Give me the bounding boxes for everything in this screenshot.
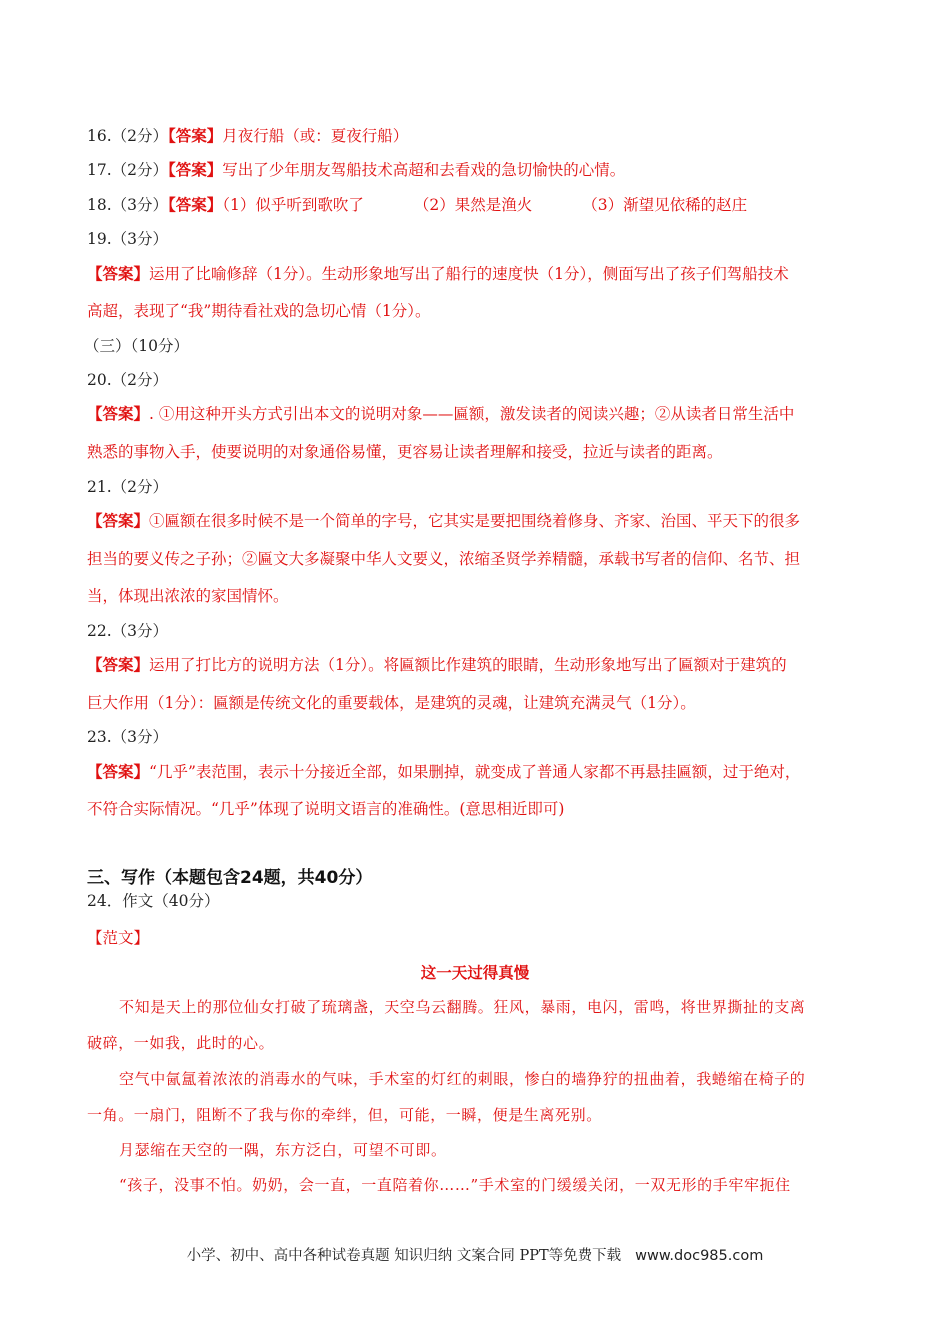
question-number: 16.（2分）	[87, 127, 169, 145]
answer-21-line-2: 担当的要义传之子孙；②匾文大多凝聚中华人文要义，浓缩圣贤学养精髓，承载书写者的信仰、名节、担	[87, 550, 801, 568]
answer-tag: 【答案】	[168, 195, 223, 214]
section-three-label: （三）（10分）	[84, 337, 189, 355]
answer-22-line-2: 巨大作用（1分）：匾额是传统文化的重要载体，是建筑的灵魂，让建筑充满灵气（1分）。	[87, 694, 696, 712]
essay-paragraph-2-line-2: 一角。一扇门，阻断不了我与你的牵绊，但，可能，一瞬，便是生离死别。	[87, 1106, 602, 1124]
essay-title: 这一天过得真慢	[420, 964, 530, 982]
answer-21-line-1	[87, 510, 867, 532]
question-number: 18.（3分）	[87, 196, 169, 214]
question-19-number: 19.（3分）	[87, 230, 169, 248]
essay-paragraph-1-line-1: 不知是天上的那位仙女打破了琉璃盏，天空乌云翻腾。狂风，暴雨，电闪，雷鸣，将世界撕扯的支离	[119, 998, 806, 1016]
answer-text: 运用了比喻修辞（1分）。生动形象地写出了船行的速度快（1分），侧面写出了孩子们驾船技术	[149, 265, 789, 283]
answer-tag: 【答案】	[168, 160, 223, 179]
answer-text: . ①用这种开头方式引出本文的说明对象——匾额，激发读者的阅读兴趣；②从读者日常生活中	[149, 405, 795, 423]
answer-tag: 【答案】	[87, 655, 150, 674]
answer-text: 运用了打比方的说明方法（1分）。将匾额比作建筑的眼睛，生动形象地写出了匾额对于建筑的	[149, 656, 787, 674]
sample-essay-tag: 【范文】	[87, 929, 150, 947]
answer-19-line-2: 高超，表现了“我”期待看社戏的急切心情（1分）。	[87, 302, 431, 320]
question-21-number: 21.（2分）	[87, 478, 169, 496]
footer-url[interactable]: www.doc985.com	[635, 1248, 764, 1264]
footer-text: 小学、初中、高中各种试卷真题 知识归纳 文案合同 PPT等免费下载	[186, 1248, 622, 1264]
answer-tag: 【答案】	[87, 511, 150, 530]
answer-text: “几乎”表范围，表示十分接近全部，如果删掉，就变成了普通人家都不再悬挂匾额，过于绝对，	[149, 763, 801, 781]
answer-text: ①匾额在很多时候不是一个简单的字号，它其实是要把围绕着修身、齐家、治国、平天下的很多	[149, 512, 801, 530]
answer-part-1: （1）似乎听到歌吹了	[222, 196, 364, 214]
answer-23-line-2: 不符合实际情况。“几乎”体现了说明文语言的准确性。(意思相近即可)	[87, 800, 565, 818]
answer-text: 月夜行船（或：夏夜行船）	[222, 127, 409, 145]
answer-tag: 【答案】	[87, 264, 150, 283]
answer-21-line-3: 当，体现出浓浓的家国情怀。	[87, 587, 289, 605]
answer-22-line-1	[87, 654, 867, 676]
essay-paragraph-2-line-1: 空气中氤氲着浓浓的消毒水的气味，手术室的灯红的刺眼，惨白的墙狰狞的扭曲着，我蜷缩在椅子的	[119, 1070, 806, 1088]
answer-20-line-2: 熟悉的事物入手，使要说明的对象通俗易懂，更容易让读者理解和接受，拉近与读者的距离。	[87, 443, 723, 461]
question-23-number: 23.（3分）	[87, 728, 169, 746]
answer-19-line-1	[87, 263, 867, 285]
answer-20-line-1	[87, 403, 867, 425]
page-footer	[0, 1244, 950, 1265]
answer-tag: 【答案】	[168, 126, 223, 145]
section-heading-writing: 三、写作（本题包含24题，共40分）	[87, 868, 373, 888]
answer-tag: 【答案】	[87, 404, 150, 423]
answer-part-2: （2）果然是渔火	[413, 196, 533, 214]
answer-17	[87, 159, 867, 181]
answer-part-3: （3）渐望见依稀的赵庄	[582, 196, 748, 214]
essay-paragraph-4-line-1: “孩子，没事不怕。奶奶，会一直，一直陪着你……”手术室的门缓缓关闭，一双无形的手牢牢扼住	[119, 1176, 791, 1194]
answer-18	[87, 194, 867, 216]
answer-16	[87, 125, 867, 147]
essay-paragraph-1-line-2: 破碎，一如我，此时的心。	[87, 1034, 275, 1052]
answer-tag: 【答案】	[87, 762, 150, 781]
question-22-number: 22.（3分）	[87, 622, 169, 640]
essay-paragraph-3-line-1: 月瑟缩在天空的一隅，东方泛白，可望不可即。	[119, 1141, 447, 1159]
answer-text: 写出了少年朋友驾船技术高超和去看戏的急切愉快的心情。	[222, 161, 626, 179]
question-number: 17.（2分）	[87, 161, 169, 179]
question-20-number: 20.（2分）	[87, 371, 169, 389]
answer-23-line-1	[87, 761, 867, 783]
question-24-label: 24．作文（40分）	[87, 892, 220, 910]
